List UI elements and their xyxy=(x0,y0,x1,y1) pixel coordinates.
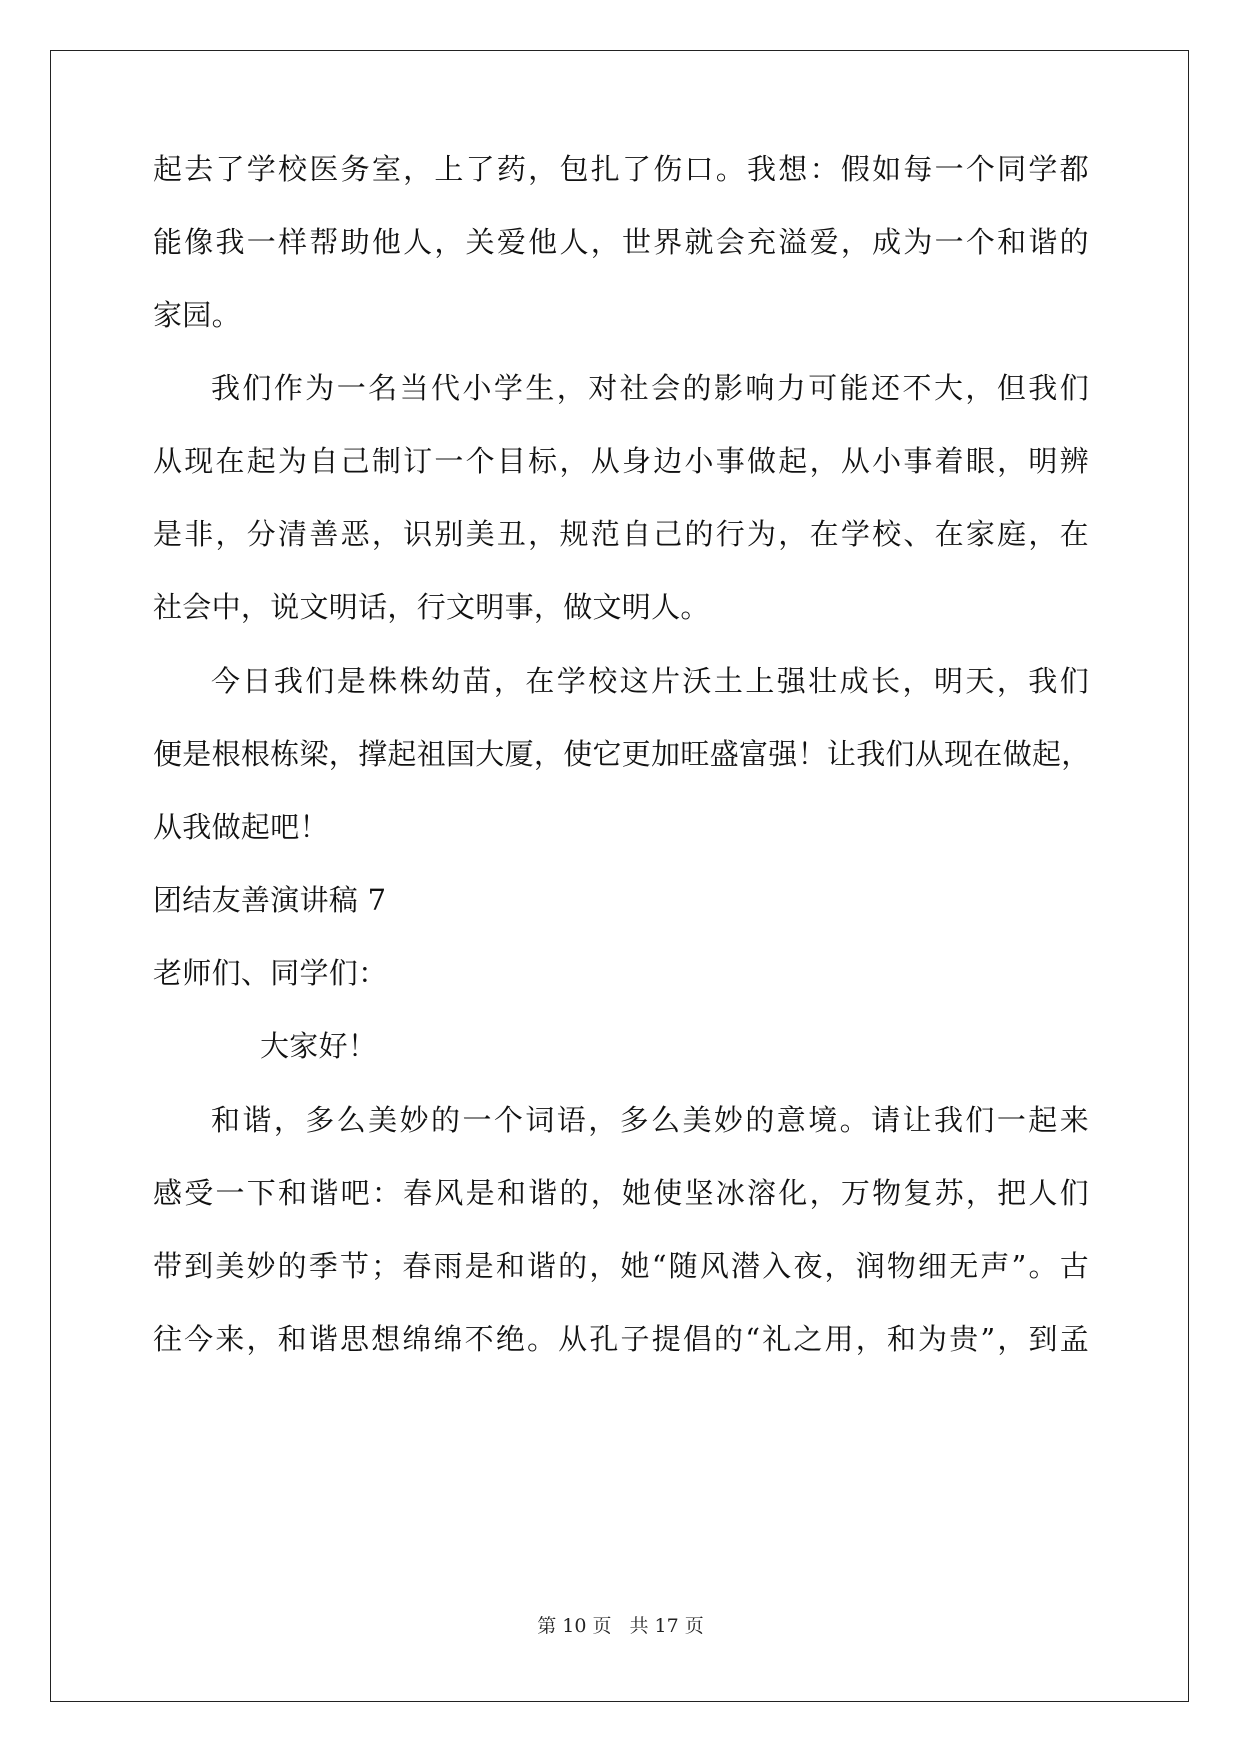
page-total: 共 17 页 xyxy=(629,1615,704,1637)
text-line: 往今来，和谐思想绵绵不绝。从孔子提倡的“礼之用，和为贵”，到孟 xyxy=(153,1322,1089,1356)
page-number: 第 10 页 xyxy=(537,1615,612,1637)
paragraph-first-line: 和谐，多么美妙的一个词语，多么美妙的意境。请让我们一起来 xyxy=(211,1103,1089,1137)
text-line: 便是根根栋梁，撑起祖国大厦，使它更加旺盛富强！让我们从现在做起， xyxy=(153,737,1091,771)
text-line: 从现在起为自己制订一个目标，从身边小事做起，从小事着眼，明辨 xyxy=(153,444,1089,478)
text-line: 家园。 xyxy=(153,298,241,332)
text-line: 是非，分清善恶，识别美丑，规范自己的行为，在学校、在家庭，在 xyxy=(153,517,1089,551)
paragraph-first-line: 我们作为一名当代小学生，对社会的影响力可能还不大，但我们 xyxy=(211,371,1089,405)
text-line: 能像我一样帮助他人，关爱他人，世界就会充溢爱，成为一个和谐的 xyxy=(153,225,1089,259)
section-heading: 团结友善演讲稿 7 xyxy=(153,883,387,917)
text-line: 带到美妙的季节；春雨是和谐的，她“随风潜入夜，润物细无声”。古 xyxy=(153,1249,1089,1283)
salutation: 老师们、同学们： xyxy=(153,956,388,990)
page-footer xyxy=(0,1613,1241,1639)
paragraph-first-line: 今日我们是株株幼苗，在学校这片沃土上强壮成长，明天，我们 xyxy=(211,664,1089,698)
text-line: 社会中，说文明话，行文明事，做文明人。 xyxy=(153,590,710,624)
text-line: 从我做起吧！ xyxy=(153,810,329,844)
text-line: 感受一下和谐吧：春风是和谐的，她使坚冰溶化，万物复苏，把人们 xyxy=(153,1176,1089,1210)
greeting: 大家好！ xyxy=(260,1029,378,1063)
text-line: 起去了学校医务室，上了药，包扎了伤口。我想：假如每一个同学都 xyxy=(153,152,1089,186)
